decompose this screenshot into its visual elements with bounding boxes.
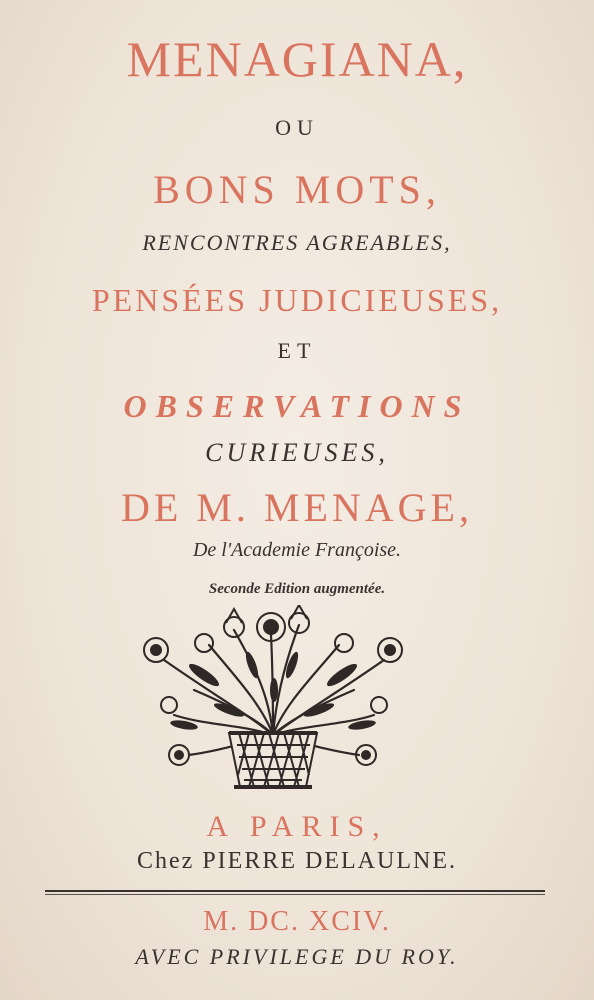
book-title: MENAGIANA,	[126, 31, 468, 87]
divider-rule	[45, 890, 545, 892]
divider-rule-thin	[45, 894, 545, 895]
place-line: A PARIS,	[206, 810, 388, 843]
et-line: ET	[277, 338, 317, 363]
rencontres-line: RENCONTRES AGREABLES,	[142, 230, 452, 255]
edition-line: Seconde Edition augmentée.	[208, 581, 386, 597]
pensees-line: PENSÉES JUDICIEUSES,	[91, 282, 503, 318]
flower-basket-vignette	[134, 605, 412, 795]
author-line: DE M. MENAGE,	[121, 485, 473, 530]
ou-line: OU	[275, 115, 319, 140]
observations-line: OBSERVATIONS	[123, 388, 471, 424]
bons-mots-line: BONS MOTS,	[153, 167, 441, 212]
publisher-line: Chez PIERRE DELAULNE.	[137, 848, 457, 874]
privilege-line: AVEC PRIVILEGE DU ROY.	[135, 944, 459, 969]
academie-line: De l'Academie Françoise.	[192, 539, 402, 561]
curieuses-line: CURIEUSES,	[205, 438, 389, 467]
year-line: M. DC. XCIV.	[203, 906, 391, 937]
